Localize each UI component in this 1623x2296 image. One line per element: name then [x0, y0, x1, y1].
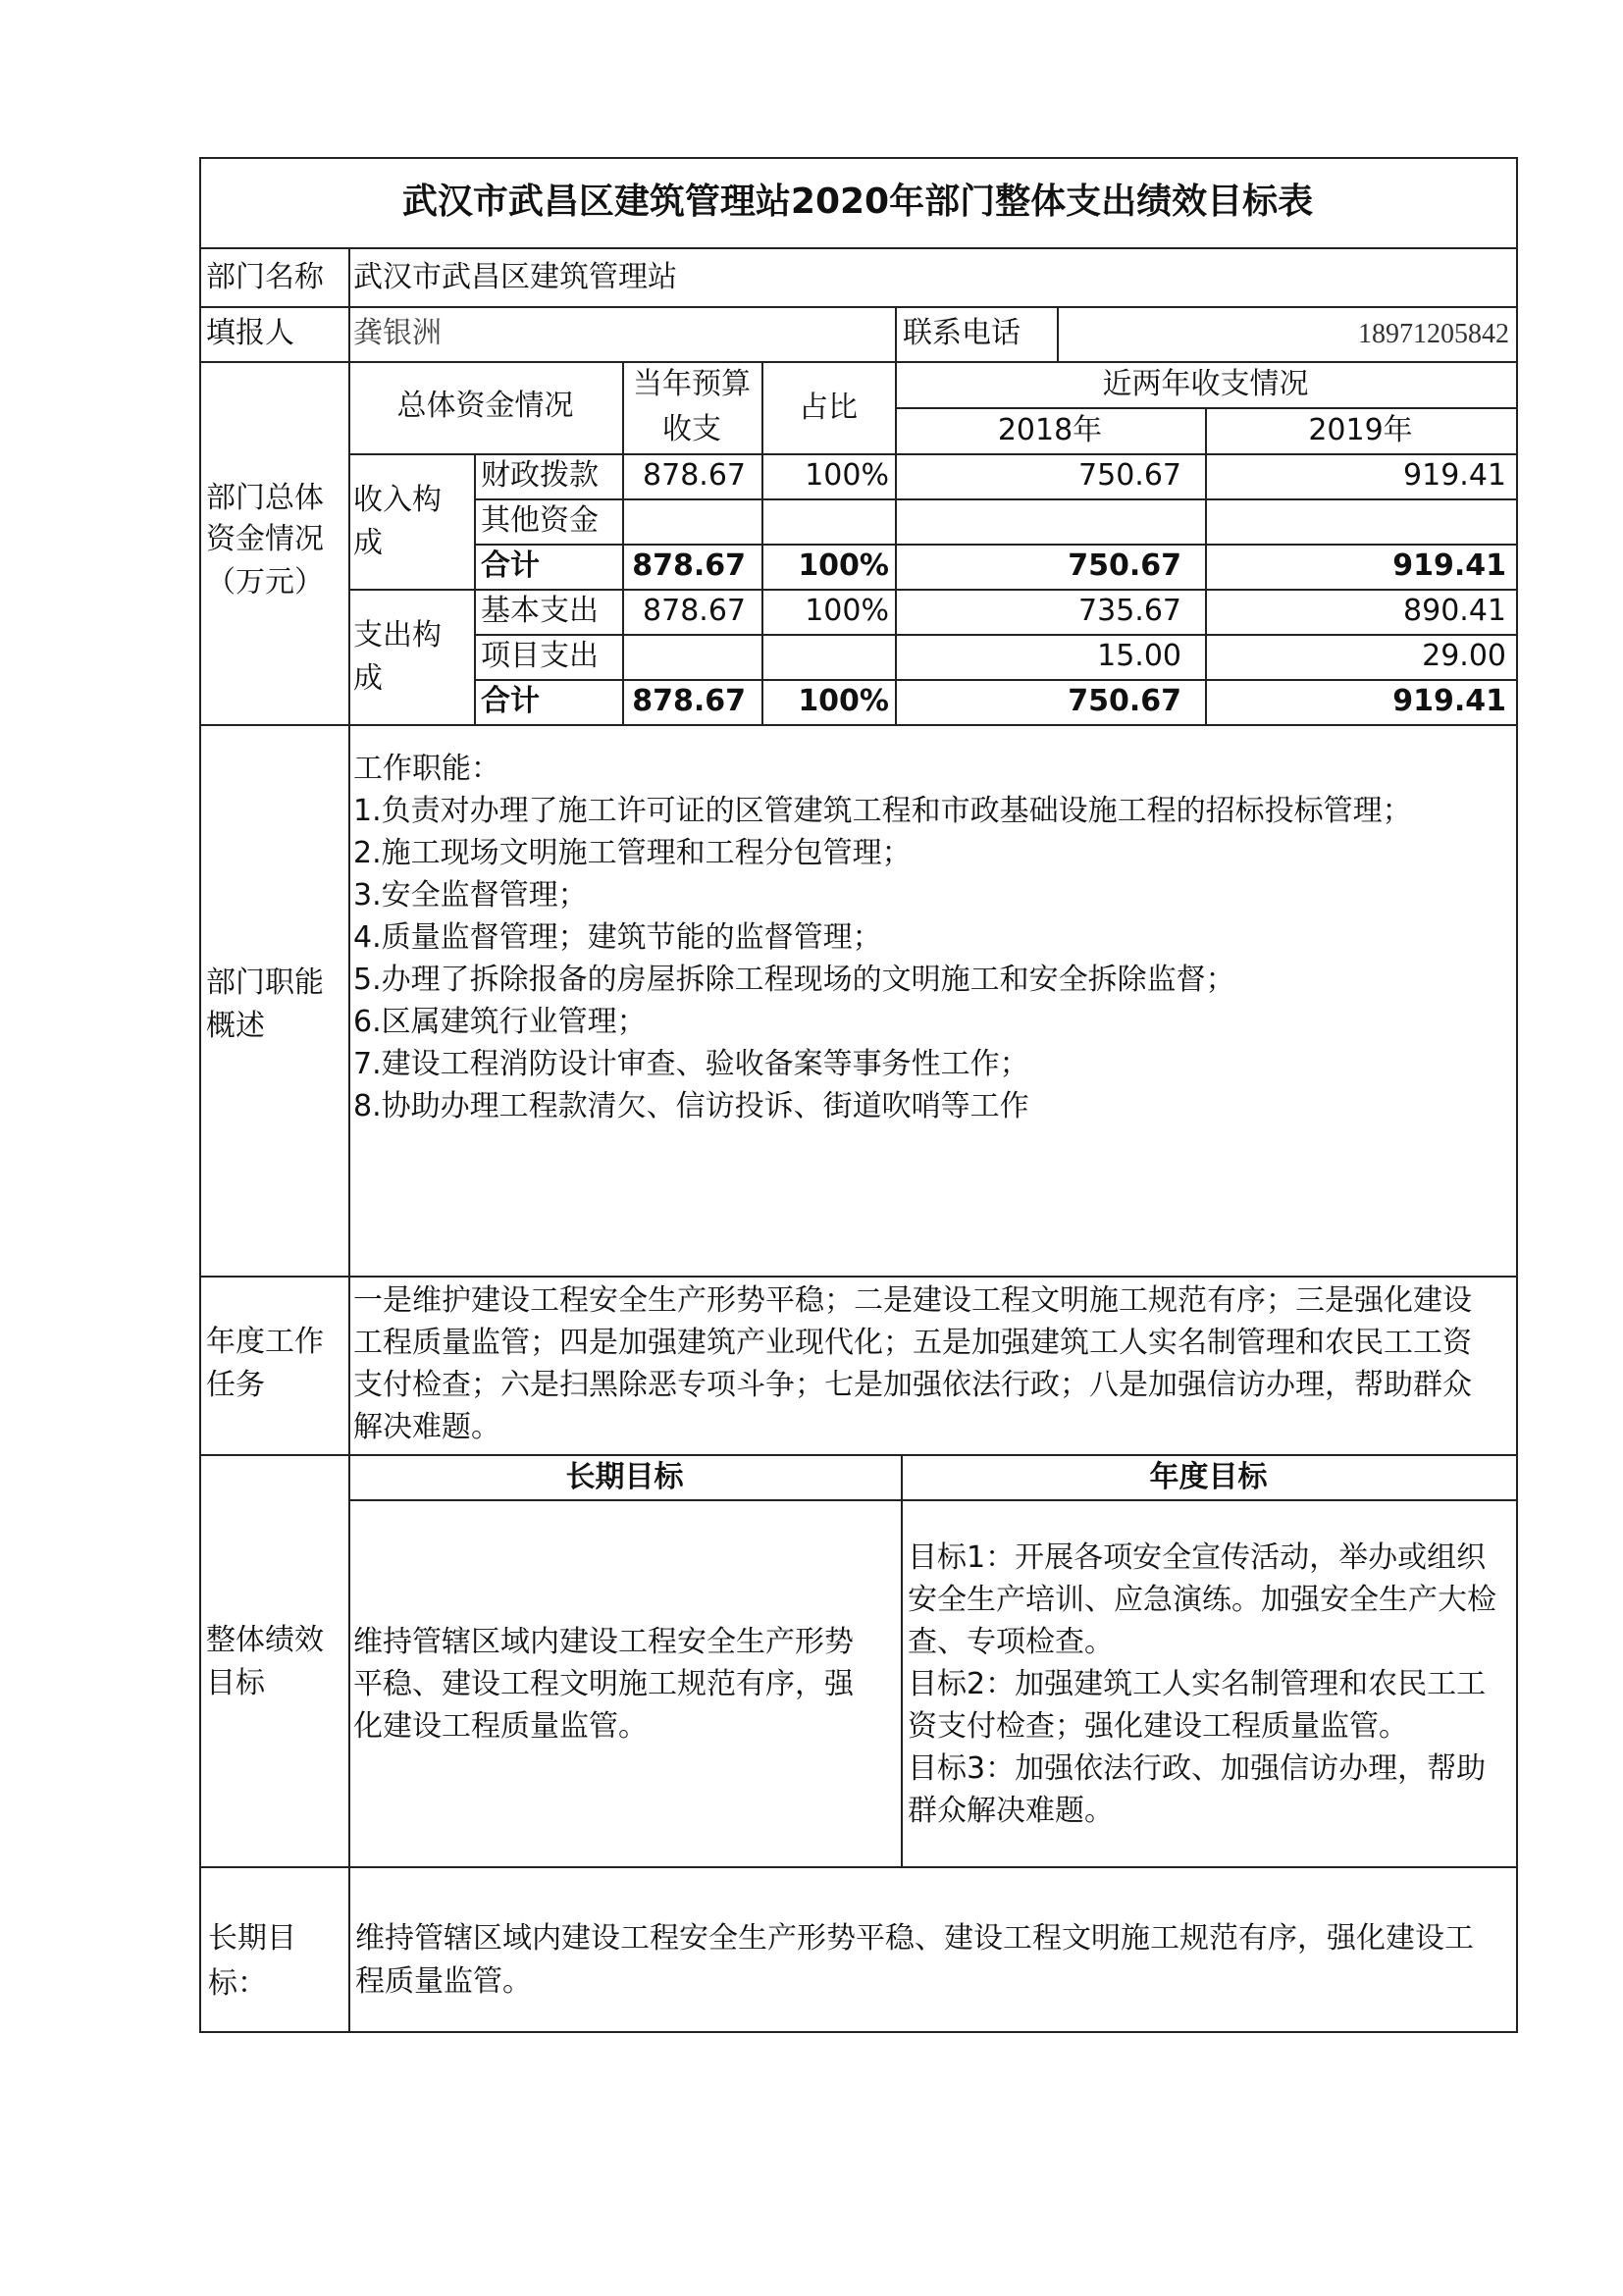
- duty-line: 4.质量监督管理；建筑节能的监督管理；: [353, 920, 882, 955]
- row-name: 基本支出: [481, 594, 599, 628]
- task-line: 解决难题。: [353, 1410, 500, 1444]
- year-2018-header: 2018年: [997, 413, 1103, 447]
- duty-line: 7.建设工程消防设计审查、验收备案等事务性工作；: [353, 1047, 1029, 1081]
- row-2018: 750.67: [1078, 458, 1181, 493]
- filler-value: 龚银洲: [353, 317, 442, 349]
- row-budget: 878.67: [632, 684, 746, 718]
- duty-line: 3.安全监督管理；: [353, 878, 588, 913]
- duty-line: 6.区属建筑行业管理；: [353, 1005, 647, 1039]
- row-ratio: 100%: [798, 548, 889, 583]
- task-line: 一是维护建设工程安全生产形势平稳；二是建设工程文明施工规范有序；三是强化建设: [353, 1283, 1472, 1318]
- row-ratio: 100%: [805, 594, 889, 628]
- budget-header-1: 当年预算: [633, 367, 751, 401]
- duty-line: 5.办理了拆除报备的房屋拆除工程现场的文明施工和安全拆除监督；: [353, 963, 1235, 997]
- annual-line: 安全生产培训、应急演练。加强安全生产大检: [908, 1583, 1496, 1617]
- annual-line: 目标1：开展各项安全宣传活动，举办或组织: [908, 1540, 1487, 1575]
- long-term-line: 程质量监管。: [355, 1964, 532, 1999]
- row-2018: 750.67: [1068, 684, 1181, 718]
- long-line: 平稳、建设工程文明施工规范有序，强: [353, 1667, 854, 1701]
- page-title: 武汉市武昌区建筑管理站2020年部门整体支出绩效目标表: [401, 182, 1314, 222]
- ratio-header: 占比: [799, 391, 858, 425]
- annual-line: 资支付检查；强化建设工程质量监管。: [908, 1709, 1408, 1744]
- long-term-line: 维持管辖区域内建设工程安全生产形势平稳、建设工程文明施工规范有序，强化建设工: [355, 1921, 1474, 1956]
- duty-line: 工作职能：: [353, 752, 500, 786]
- duty-line: 2.施工现场文明施工管理和工程分包管理；: [353, 836, 912, 870]
- long-term-header: 长期目标: [565, 1460, 684, 1494]
- annual-line: 目标3：加强依法行政、加强信访办理，帮助: [908, 1751, 1487, 1786]
- dept-name-label: 部门名称: [206, 260, 324, 294]
- row-2018: 750.67: [1068, 548, 1181, 583]
- phone-label: 联系电话: [903, 316, 1021, 350]
- annual-target-header: 年度目标: [1149, 1460, 1268, 1494]
- duty-line: 1.负责对办理了施工许可证的区管建筑工程和市政基础设施工程的招标投标管理；: [353, 794, 1412, 828]
- row-name: 其他资金: [481, 503, 599, 538]
- dept-name-value: 武汉市武昌区建筑管理站: [353, 260, 677, 294]
- row-budget: 878.67: [632, 548, 746, 583]
- task-line: 工程质量监管；四是加强建筑产业现代化；五是加强建筑工人实名制管理和农民工工资: [353, 1326, 1472, 1360]
- row-name: 合计: [481, 548, 540, 583]
- row-2019: 919.41: [1392, 548, 1506, 583]
- recent-header: 近两年收支情况: [1102, 367, 1309, 401]
- row-2018: 735.67: [1078, 594, 1181, 628]
- row-name: 财政拨款: [481, 458, 599, 493]
- long-line: 维持管辖区域内建设工程安全生产形势: [353, 1625, 854, 1659]
- task-line: 支付检查；六是扫黑除恶专项斗争；七是加强依法行政；八是加强信访办理，帮助群众: [353, 1368, 1472, 1402]
- row-ratio: 100%: [805, 458, 889, 493]
- phone-value: 18971205842: [1358, 319, 1509, 349]
- row-2019: 890.41: [1403, 594, 1506, 628]
- annual-line: 目标2：加强建筑工人实名制管理和农民工工: [908, 1667, 1487, 1701]
- row-ratio: 100%: [798, 684, 889, 718]
- row-budget: 878.67: [643, 594, 746, 628]
- row-name: 合计: [481, 684, 540, 718]
- duty-line: 8.协助办理工程款清欠、信访投诉、街道吹哨等工作: [353, 1089, 1029, 1123]
- row-2019: 919.41: [1403, 458, 1506, 493]
- row-budget: 878.67: [643, 458, 746, 493]
- overall-funds-header: 总体资金情况: [396, 389, 574, 423]
- annual-line: 查、专项检查。: [908, 1625, 1114, 1659]
- budget-header-2: 收支: [662, 412, 721, 446]
- row-2019: 29.00: [1422, 639, 1506, 673]
- year-2019-header: 2019年: [1308, 413, 1413, 447]
- filler-label: 填报人: [206, 316, 294, 350]
- row-2019: 919.41: [1392, 684, 1506, 718]
- row-name: 项目支出: [481, 639, 599, 673]
- long-line: 化建设工程质量监管。: [353, 1709, 648, 1744]
- annual-line: 群众解决难题。: [908, 1794, 1114, 1828]
- row-2018: 15.00: [1097, 639, 1181, 673]
